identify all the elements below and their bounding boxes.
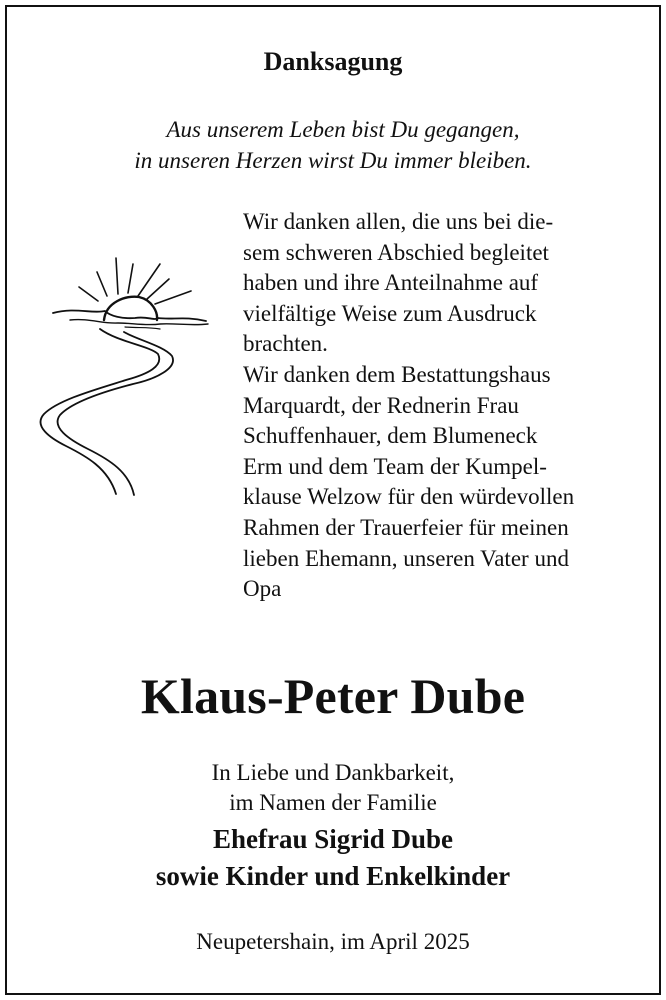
body-line: Rahmen der Trauerfeier für meinen (243, 514, 569, 540)
closing-line: im Namen der Familie (229, 790, 437, 815)
place-date: Neupetershain, im April 2025 (196, 929, 470, 954)
body-line: brachten. (243, 331, 328, 357)
body-line: Wir danken dem Bestattungshaus (243, 361, 551, 387)
signers (0, 821, 666, 895)
deceased-name: Klaus-Peter Dube (140, 668, 526, 724)
body-line: Opa (243, 576, 282, 602)
sunset-path-icon (30, 250, 220, 500)
signer-line: sowie Kinder und Enkelkinder (155, 861, 511, 891)
body-line: haben und ihre Anteilnahme auf (243, 270, 539, 296)
memorial-verse (0, 114, 666, 176)
signer-line: Ehefrau Sigrid Dube (212, 824, 454, 854)
verse-line: in unseren Herzen wirst Du immer bleiben. (134, 148, 532, 173)
thank-you-text (243, 207, 643, 605)
verse-line: Aus unserem Leben bist Du gegangen, (166, 117, 520, 142)
closing-text (0, 758, 666, 818)
notice-heading: Danksagung (263, 47, 403, 76)
body-line: Schuffenhauer, dem Blumeneck (243, 423, 538, 449)
body-line: vielfältige Weise zum Ausdruck (243, 300, 537, 326)
body-line: Erm und dem Team der Kumpel- (243, 453, 547, 479)
body-line: klause Welzow für den würdevollen (243, 484, 575, 510)
closing-line: In Liebe und Dankbarkeit, (211, 760, 455, 785)
body-line: lieben Ehemann, unseren Vater und (243, 545, 569, 571)
body-line: Marquardt, der Rednerin Frau (243, 392, 519, 418)
body-line: Wir danken allen, die uns bei die- (243, 209, 554, 234)
body-line: sem schweren Abschied begleitet (243, 239, 549, 265)
